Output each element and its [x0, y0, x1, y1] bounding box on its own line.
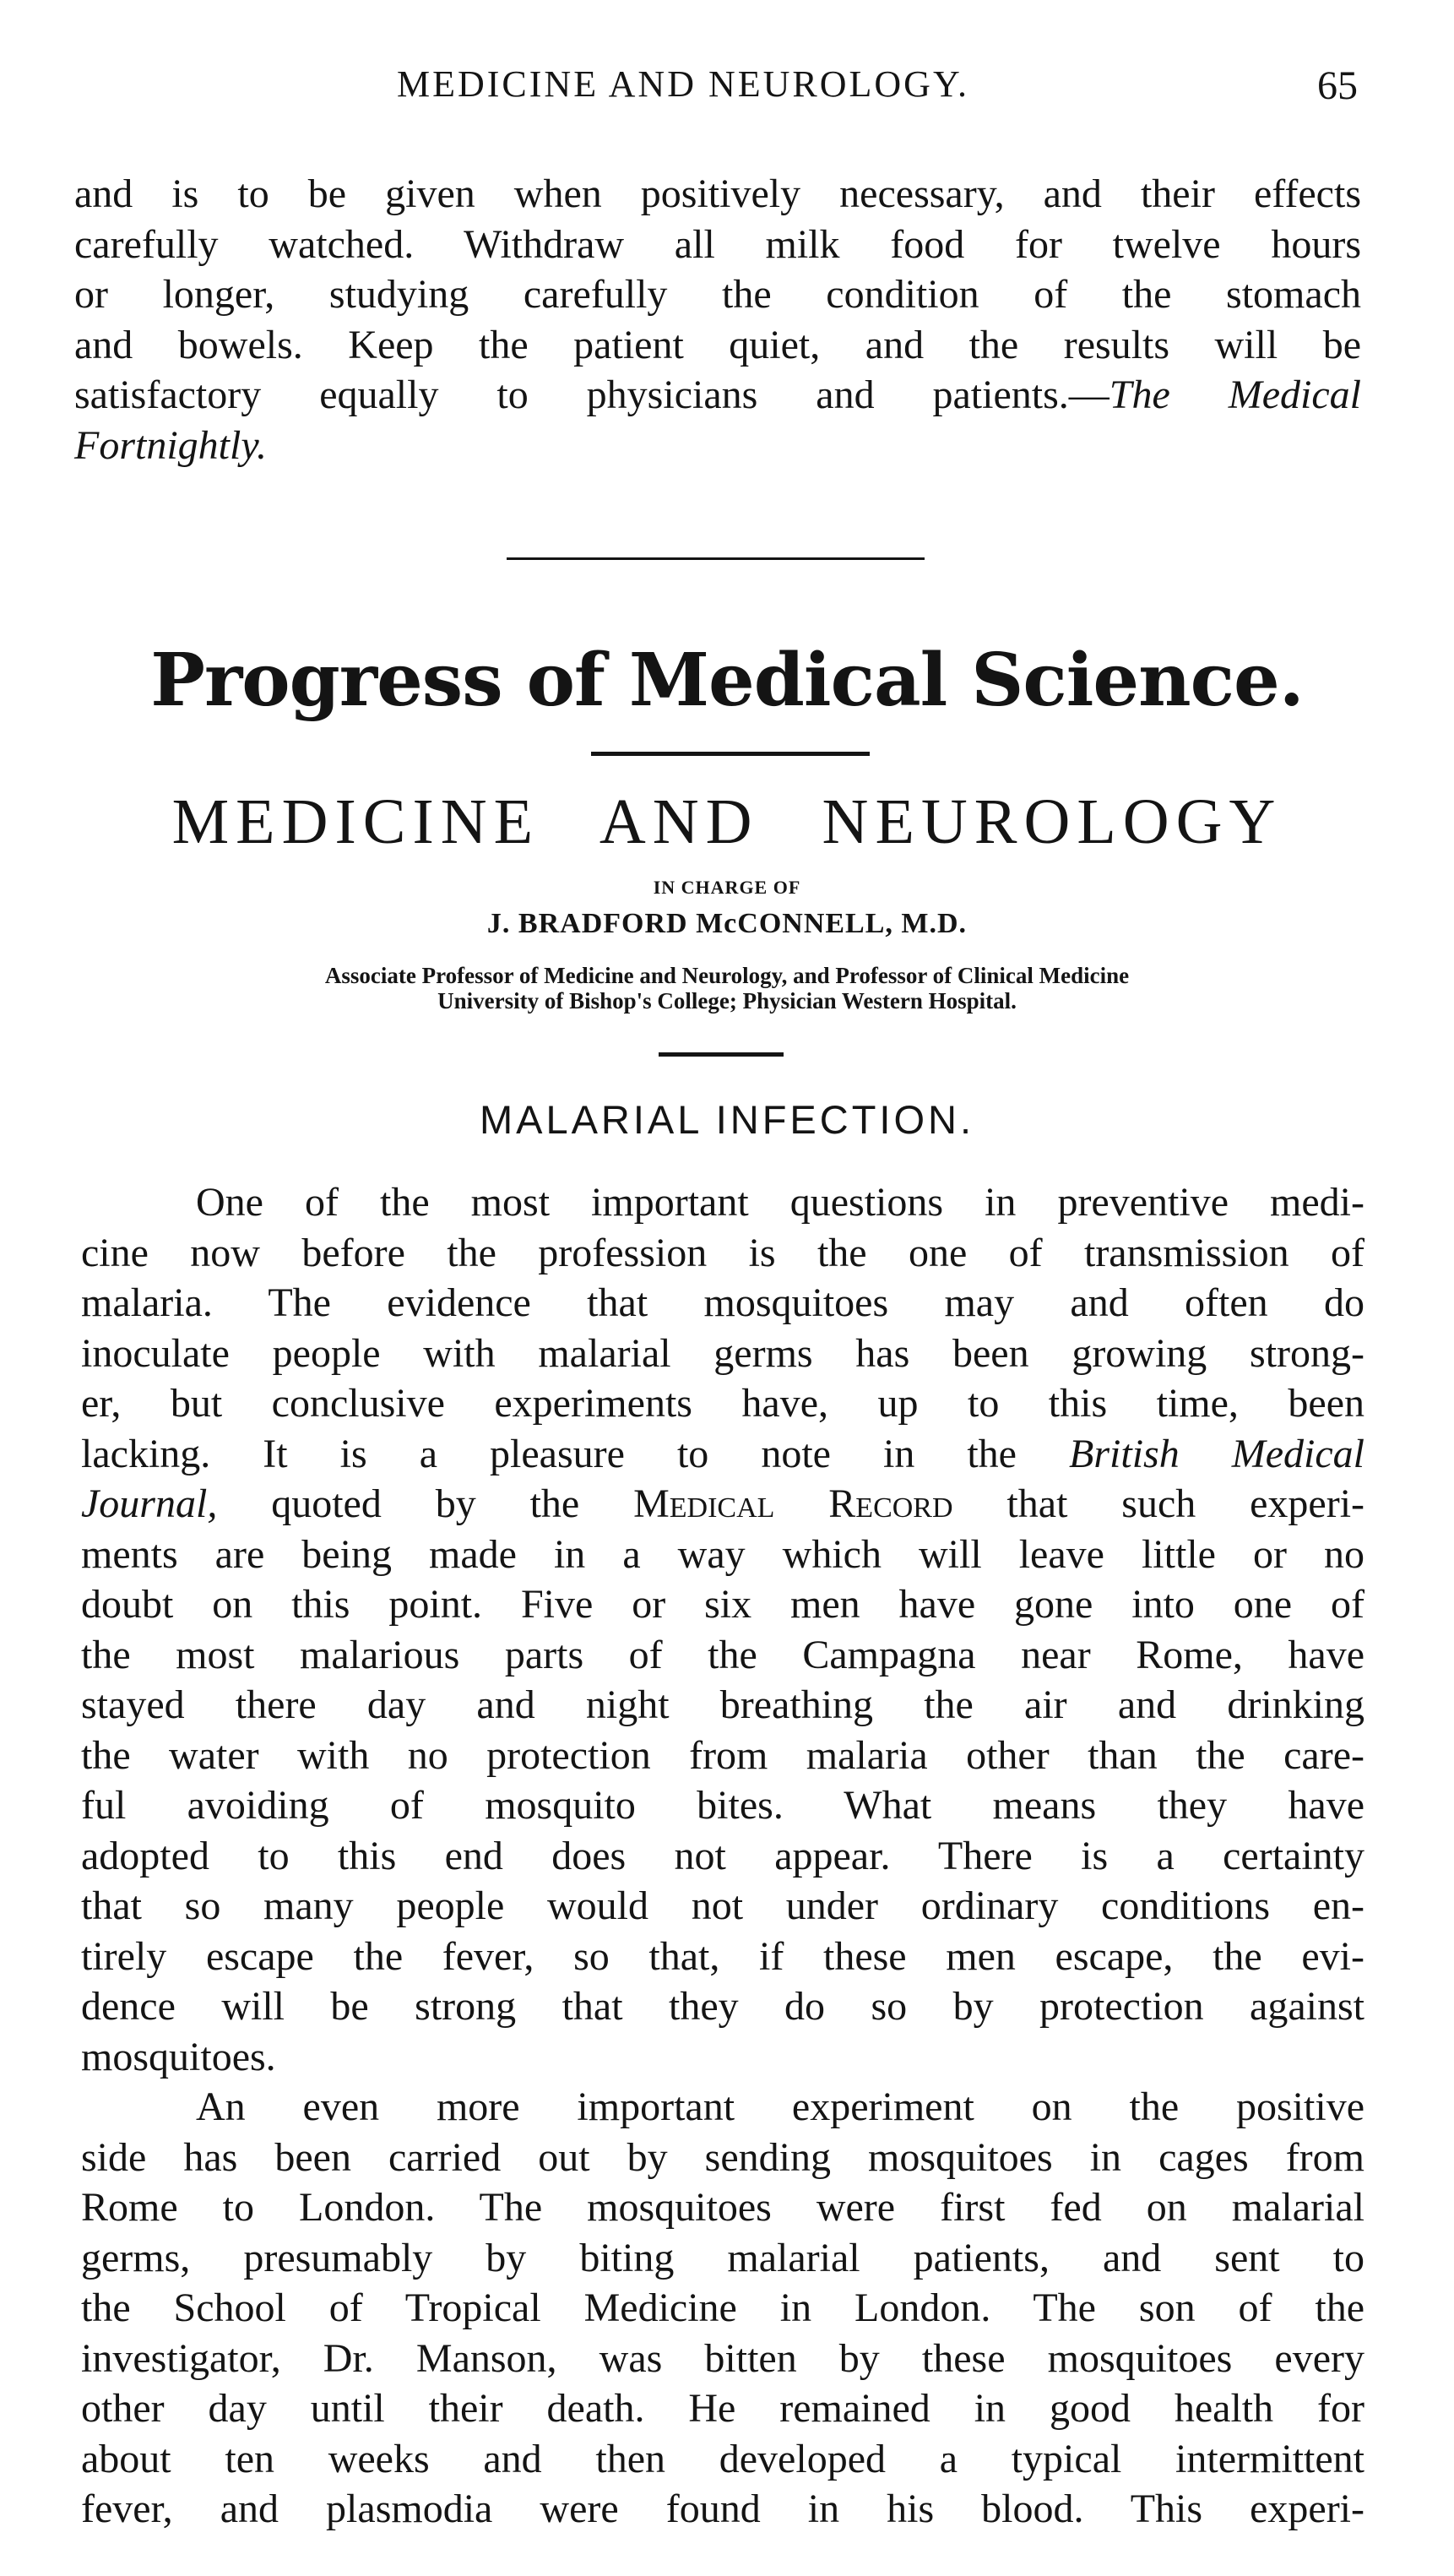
- text-line: the water with no protection from malaria other than the care-: [81, 1732, 1364, 1778]
- text-line: or longer, studying carefully the condition of the stomach: [74, 272, 1361, 317]
- main-heading: Progress of Medical Science.: [150, 638, 1304, 723]
- text-line: Rome to London. The mosquitoes were first fed on malarial: [81, 2185, 1364, 2230]
- source-citation: The Medical: [1109, 372, 1361, 417]
- text-line: and is to be given when positively necessary, and their effects: [74, 171, 1361, 216]
- page-number: 65: [1317, 63, 1358, 108]
- text-line: carefully watched. Withdraw all milk food for twelve hours: [74, 221, 1361, 267]
- text-line: [81, 1479, 1364, 1530]
- text-run: satisfactory equally to physicians and patients.—: [74, 372, 1109, 417]
- text-line: One of the most important questions in preventive medi-: [196, 1180, 1364, 1225]
- text-line: stayed there day and night breathing the air and drinking: [81, 1682, 1364, 1727]
- source-citation-end: Fortnightly.: [74, 422, 267, 468]
- text-line: [74, 370, 1361, 421]
- text-run: lacking. It is a pleasure to note in the: [81, 1431, 1017, 1476]
- heading-underline-rule: [591, 752, 870, 756]
- in-charge-label: IN CHARGE OF: [653, 877, 801, 898]
- article-body: [81, 1177, 1364, 2535]
- text-line: [81, 1429, 1364, 1480]
- text-line: side has been carried out by sending mosquitoes in cages from: [81, 2134, 1364, 2180]
- text-line: mosquitoes.: [81, 2034, 276, 2079]
- journal-name-end: Journal,: [81, 1481, 218, 1526]
- text-line: er, but conclusive experiments have, up to this time, been: [81, 1381, 1364, 1426]
- text-line: An even more important experiment on the positive: [196, 2084, 1364, 2129]
- text-line: [74, 421, 1361, 471]
- editor-name: J. BRADFORD McCONNELL, M.D.: [486, 908, 968, 939]
- article-title: MALARIAL INFECTION.: [479, 1097, 975, 1142]
- publication-name: Medical Record: [633, 1481, 953, 1526]
- text-line: ments are being made in a way which will leave little or no: [81, 1531, 1364, 1577]
- text-line: inoculate people with malarial germs has been growing strong-: [81, 1330, 1364, 1376]
- text-line: investigator, Dr. Manson, was bitten by these mosquitoes every: [81, 2335, 1364, 2381]
- text-run: that such experi-: [1006, 1481, 1365, 1526]
- editor-affiliation: [0, 963, 1454, 1014]
- running-title: MEDICINE AND NEUROLOGY.: [397, 63, 970, 105]
- text-line: ful avoiding of mosquito bites. What means they have: [81, 1783, 1364, 1828]
- short-divider-rule: [659, 1052, 784, 1057]
- previous-article-ending: [74, 169, 1361, 470]
- text-line: dence will be strong that they do so by protection against: [81, 1984, 1364, 2029]
- text-line: malaria. The evidence that mosquitoes may and often do: [81, 1280, 1364, 1325]
- text-line: other day until their death. He remained in good health for: [81, 2386, 1364, 2431]
- text-line: adopted to this end does not appear. There is a certainty: [81, 1833, 1364, 1878]
- text-line: germs, presumably by biting malarial patients, and sent to: [81, 2235, 1364, 2280]
- text-line: about ten weeks and then developed a typical intermittent: [81, 2436, 1364, 2481]
- affiliation-line: Associate Professor of Medicine and Neurology, and Professor of Clinical Medicine: [324, 963, 1130, 988]
- text-line: and bowels. Keep the patient quiet, and the results will be: [74, 322, 1361, 367]
- affiliation-line: University of Bishop's College; Physician Western Hospital.: [437, 988, 1017, 1014]
- running-head: [0, 62, 1454, 113]
- journal-name: British Medical: [1069, 1431, 1365, 1476]
- text-line: that so many people would not under ordinary conditions en-: [81, 1883, 1364, 1928]
- section-heading: MEDICINE AND NEUROLOGY: [171, 786, 1283, 857]
- text-line: tirely escape the fever, so that, if these men escape, the evi-: [81, 1933, 1364, 1979]
- section-divider-rule: [507, 557, 925, 560]
- text-line: the School of Tropical Medicine in London. The son of the: [81, 2285, 1364, 2330]
- text-line: the most malarious parts of the Campagna near Rome, have: [81, 1632, 1364, 1677]
- text-run: quoted by the: [271, 1481, 580, 1526]
- text-line: fever, and plasmodia were found in his blood. This experi-: [81, 2486, 1364, 2531]
- text-line: cine now before the profession is the one of transmission of: [81, 1230, 1364, 1275]
- text-line: doubt on this point. Five or six men have gone into one of: [81, 1582, 1364, 1627]
